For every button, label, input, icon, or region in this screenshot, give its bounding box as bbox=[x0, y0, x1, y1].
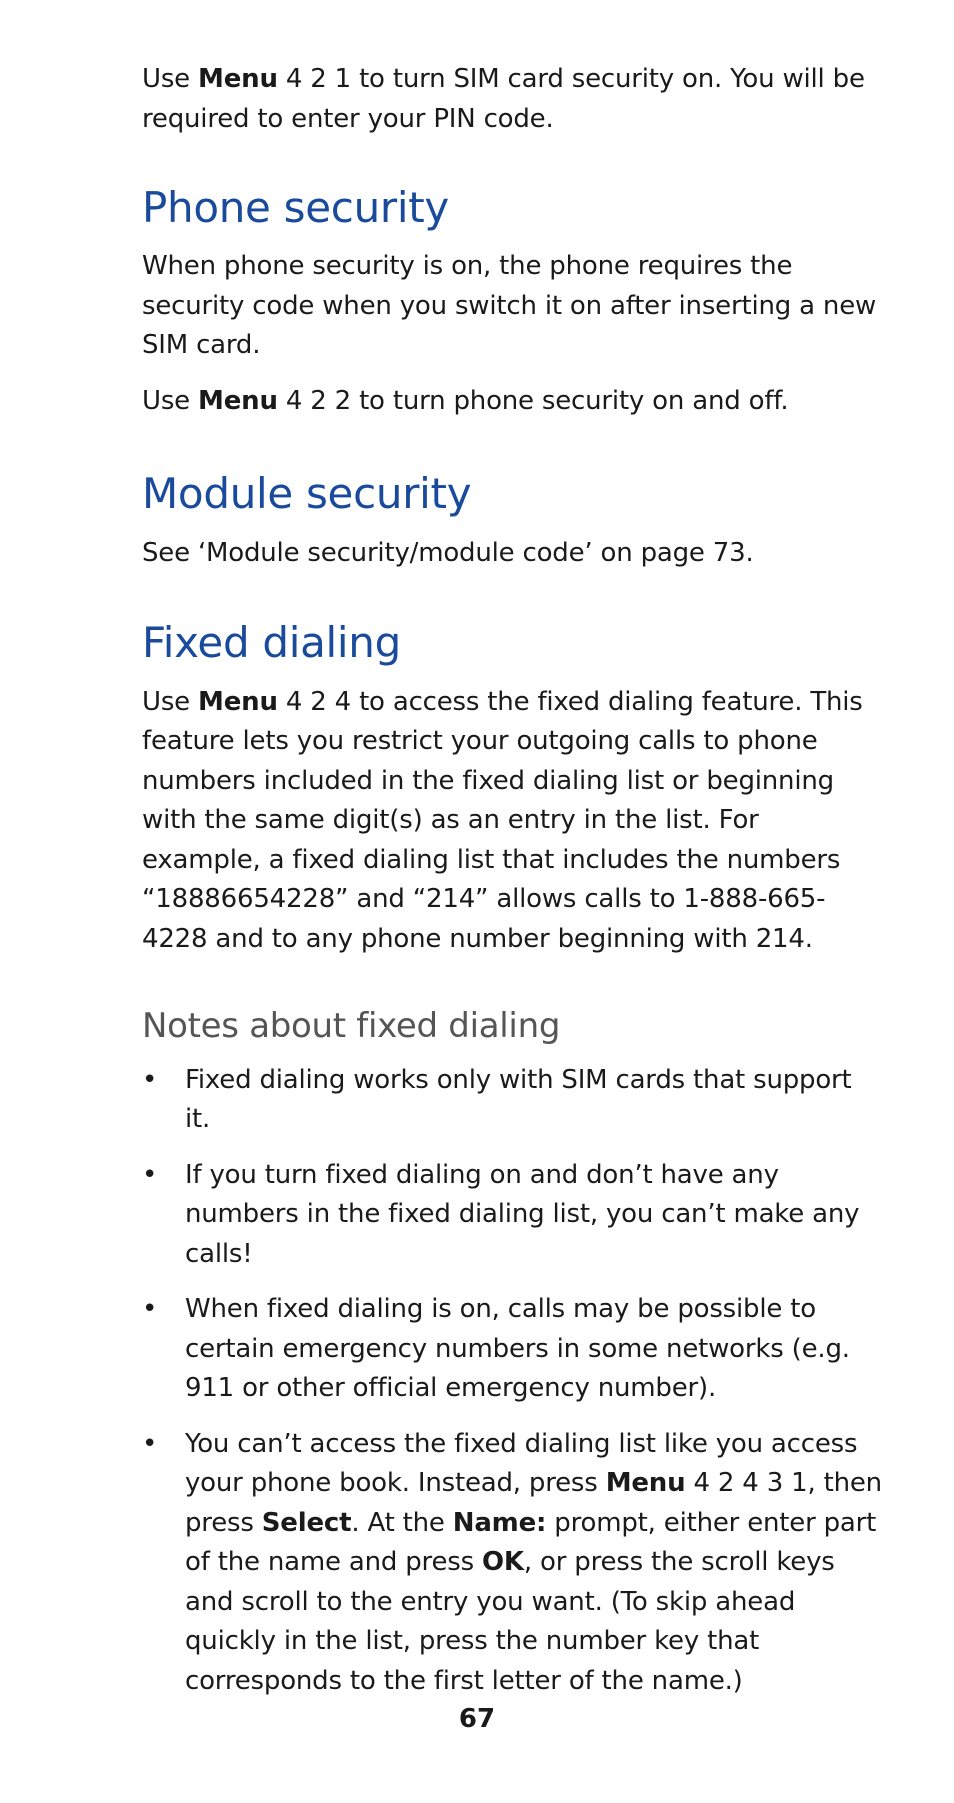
text-run: Use bbox=[142, 686, 199, 717]
module-security-heading: Module security bbox=[142, 469, 472, 519]
bullet-glyph: • bbox=[142, 1159, 158, 1190]
sim-security-paragraph bbox=[142, 60, 882, 139]
text-run: 4 2 4 to access the fixed dialing feature. This feature lets you restrict your outgoing calls to phone numbers included in the fixed dialing list or beginning with the same digit(s) as an entry in the list. For example, a fixed dialing list that includes the numbers “18886654228” and “214” allows calls to 1-888-665-4228 and to any phone number beginning with 214. bbox=[142, 686, 863, 954]
fixed-dialing-heading: Fixed dialing bbox=[142, 618, 401, 668]
manual-page bbox=[142, 60, 882, 1701]
list-item-text: When fixed dialing is on, calls may be possible to certain emergency numbers in some networks (e.g. 911 or other official emergency number). bbox=[185, 1294, 850, 1404]
text-run: prompt, either enter part of the name and press bbox=[185, 1507, 877, 1578]
phone-security-heading: Phone security bbox=[142, 183, 449, 232]
notes-heading: Notes about fixed dialing bbox=[142, 1006, 561, 1047]
list-item bbox=[142, 1156, 882, 1275]
text-run: 4 2 4 3 1, then press bbox=[185, 1468, 882, 1538]
phone-security-menu-paragraph bbox=[142, 382, 882, 422]
list-item bbox=[142, 1425, 882, 1702]
fixed-dialing-paragraph bbox=[142, 683, 882, 960]
bullet-glyph: • bbox=[142, 1294, 158, 1325]
text-run: . At the bbox=[351, 1507, 453, 1538]
menu-keyword: Menu bbox=[198, 686, 278, 717]
module-security-paragraph: See ‘Module security/module code’ on page 73. bbox=[142, 537, 754, 568]
bullet-glyph: • bbox=[142, 1428, 158, 1459]
notes-list bbox=[142, 1061, 882, 1702]
menu-keyword: Menu bbox=[198, 385, 278, 416]
menu-keyword: Menu bbox=[605, 1468, 686, 1499]
select-keyword: Select bbox=[261, 1507, 352, 1538]
list-item bbox=[142, 1290, 882, 1409]
text-run: You can’t access the fixed dialing list like you access your phone book. Instead, press bbox=[185, 1428, 858, 1499]
phone-security-paragraph: When phone security is on, the phone requires the security code when you switch it on after inserting a new SIM card. bbox=[142, 251, 877, 361]
ok-keyword: OK bbox=[482, 1547, 524, 1578]
page-number: 67 bbox=[458, 1704, 496, 1734]
text-run: 4 2 1 to turn SIM card security on. You will be required to enter your PIN code. bbox=[142, 64, 865, 134]
list-item-text: If you turn fixed dialing on and don’t have any numbers in the fixed dialing list, you can’t make any calls! bbox=[185, 1159, 860, 1269]
list-item bbox=[142, 1061, 882, 1140]
bullet-glyph: • bbox=[142, 1064, 158, 1095]
menu-keyword: Menu bbox=[198, 64, 278, 94]
text-run: Use bbox=[142, 64, 199, 94]
text-run: , or press the scroll keys and scroll to the entry you want. (To skip ahead quickly in the list, press the number key that corresponds to the first letter of the name.) bbox=[185, 1547, 835, 1696]
name-prompt-keyword: Name: bbox=[452, 1507, 547, 1538]
text-run: Use bbox=[142, 385, 199, 416]
text-run: 4 2 2 to turn phone security on and off. bbox=[277, 385, 789, 416]
list-item-text: Fixed dialing works only with SIM cards that support it. bbox=[185, 1064, 852, 1135]
